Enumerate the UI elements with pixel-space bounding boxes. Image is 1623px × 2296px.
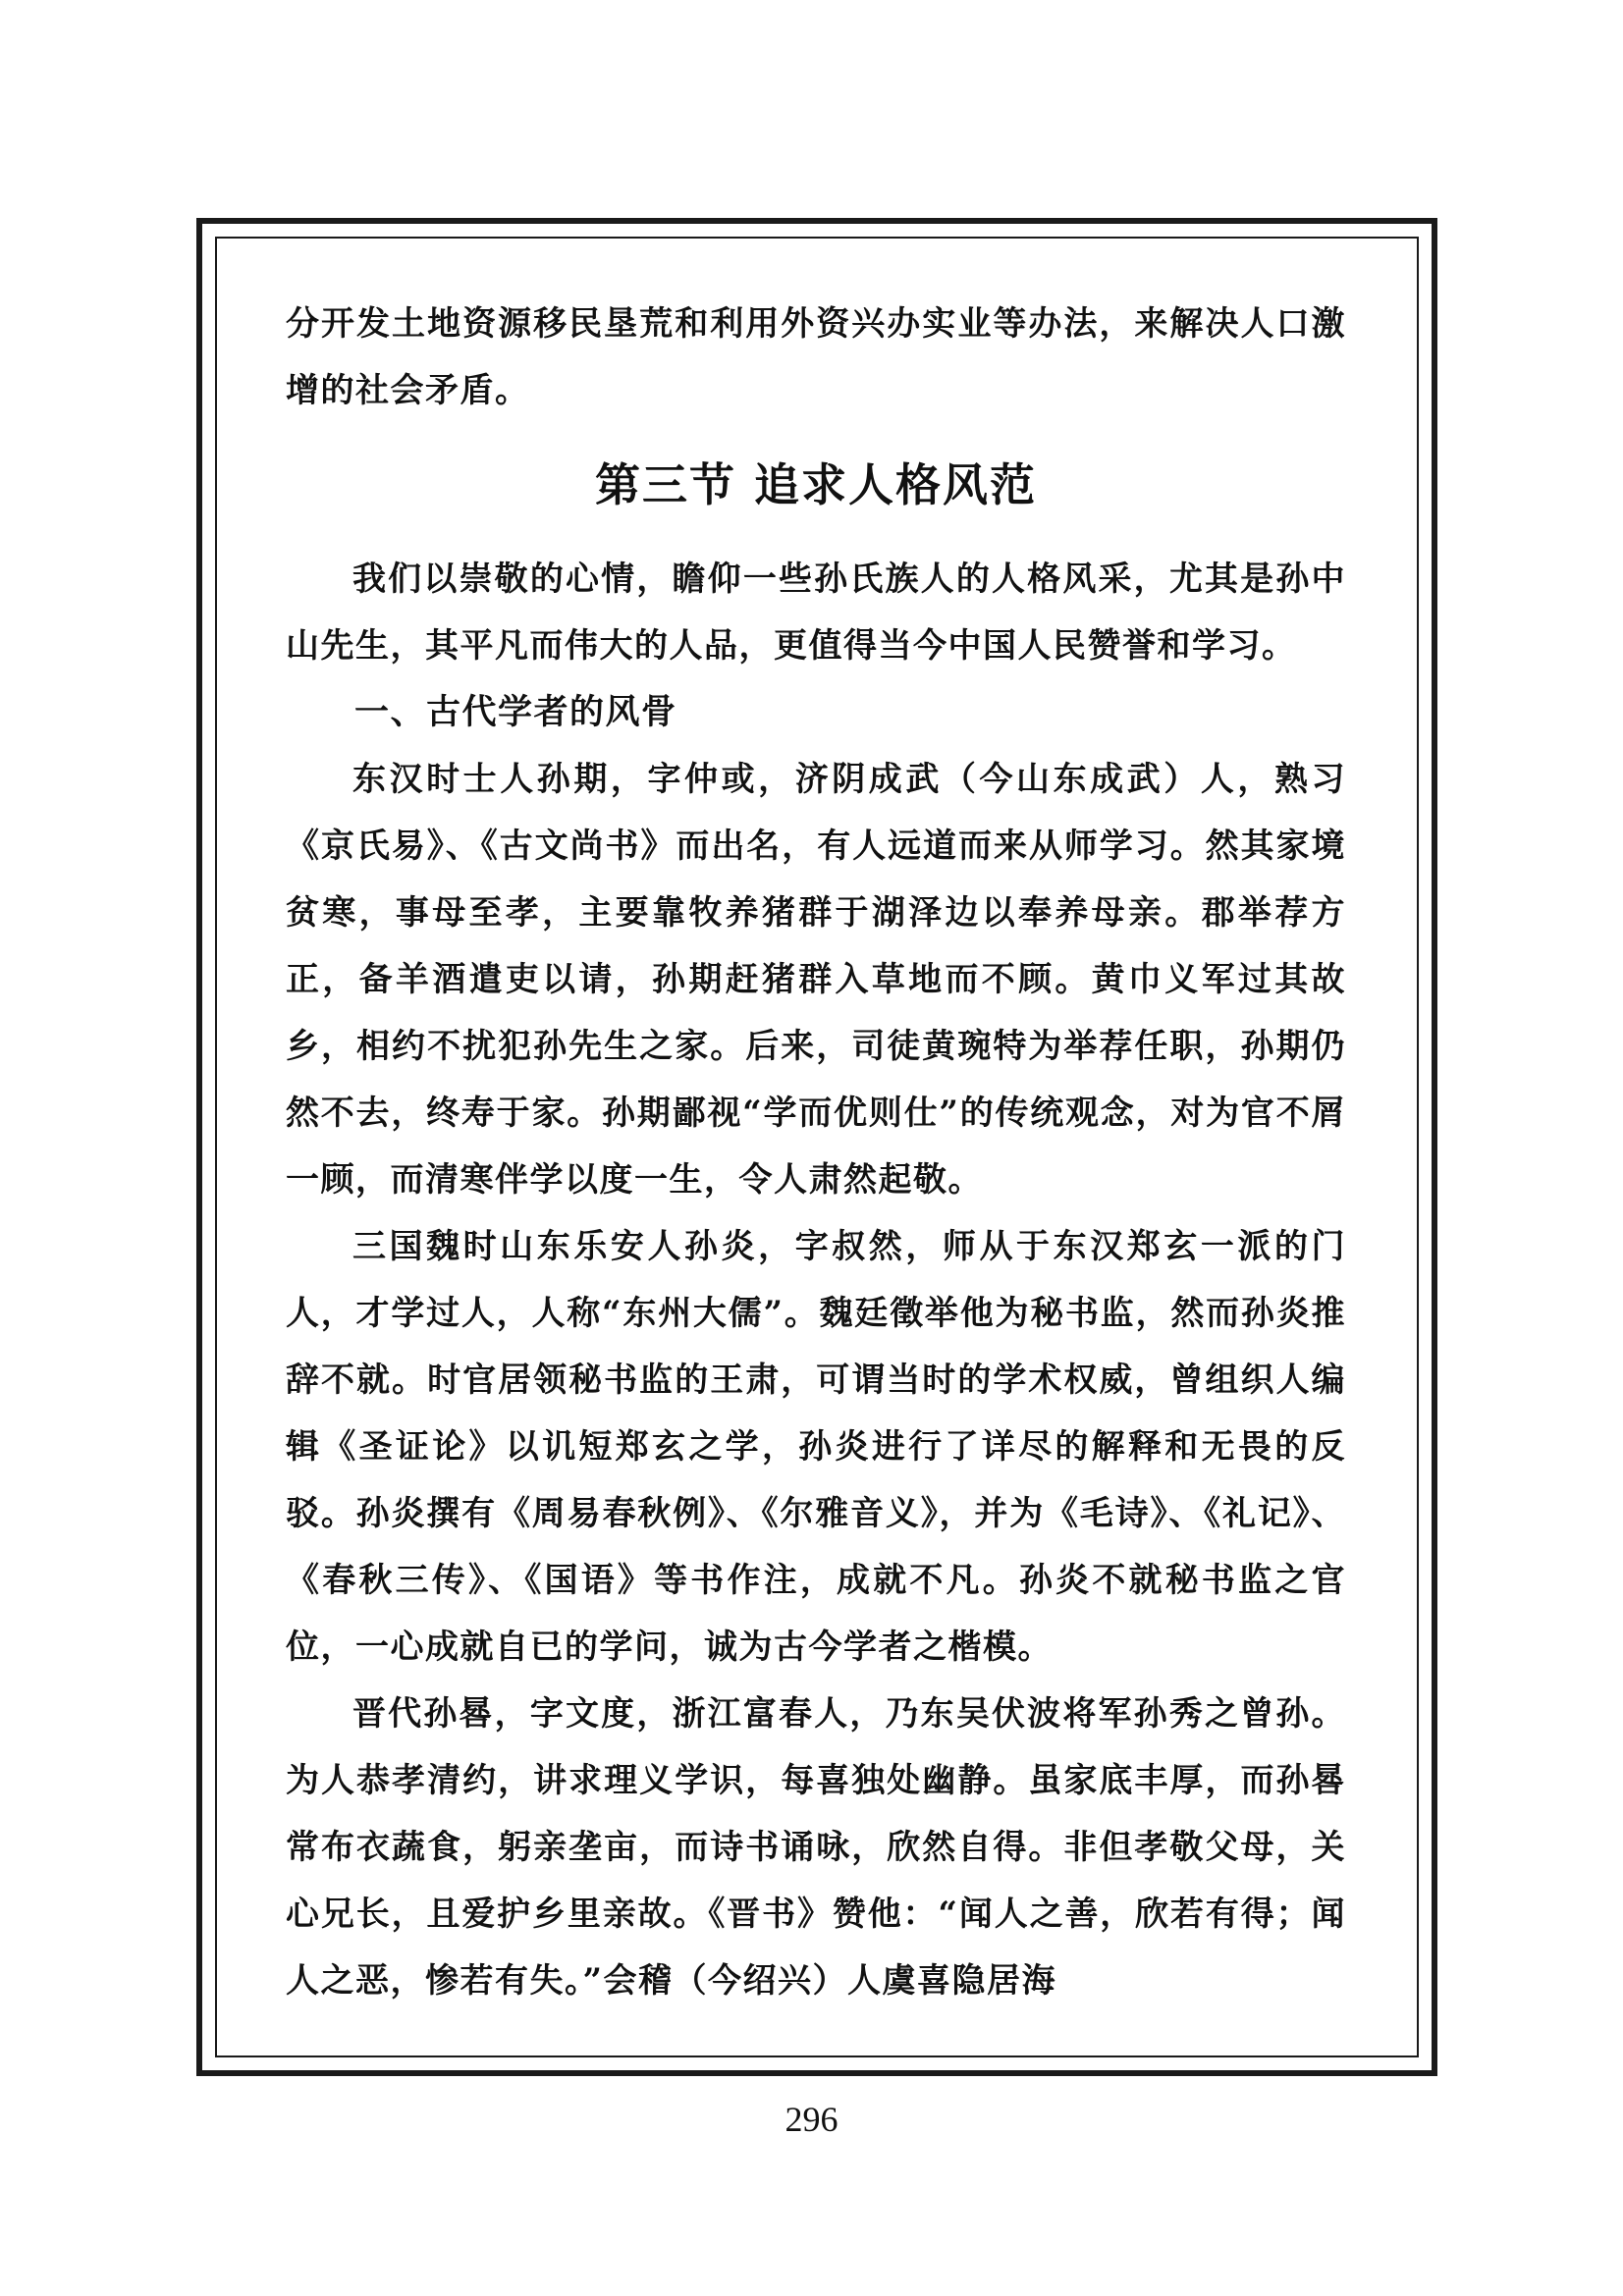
paragraph-sun-qi: 东汉时士人孙期，字仲或，济阴成武（今山东成武）人，熟习《京氏易》、《古文尚书》而出名，有人远道而来从师学习。然其家境贫寒，事母至孝，主要靠牧养猪群于湖泽边以奉养母亲。郡举荐方正，备羊酒遣吏以请，孙期赶猪群入草地而不顾。黄巾义军过其故乡，相约不扰犯孙先生之家。后来，司徒黄琬特为举荐任职，孙期仍然不去，终寿于家。孙期鄙视“学而优则仕”的传统观念，对为官不屑一顾，而清寒伴学以度一生，令人肃然起敬。 <box>286 760 1346 1200</box>
continuation-paragraph: 分开发土地资源移民垦荒和利用外资兴办实业等办法，来解决人口激增的社会矛盾。 <box>286 304 1346 410</box>
intro-paragraph: 我们以崇敬的心情，瞻仰一些孙氏族人的人格风采，尤其是孙中山先生，其平凡而伟大的人品，更值得当今中国人民赞誉和学习。 <box>286 560 1346 666</box>
page-number: 296 <box>784 2100 839 2139</box>
paragraph-sun-yan: 三国魏时山东乐安人孙炎，字叔然，师从于东汉郑玄一派的门人，才学过人，人称“东州大儒”。魏廷徵举他为秘书监，然而孙炎推辞不就。时官居领秘书监的王肃，可谓当时的学术权威，曾组织人编辑《圣证论》以讥短郑玄之学，孙炎进行了详尽的解释和无畏的反驳。孙炎撰有《周易春秋例》、《尔雅音义》，并为《毛诗》、《礼记》、《春秋三传》、《国语》等书作注，成就不凡。孙炎不就秘书监之官位，一心成就自已的学问，诚为古今学者之楷模。 <box>286 1227 1346 1667</box>
page-body <box>286 291 1346 2014</box>
section-title: 第三节 追求人格风范 <box>594 458 1037 511</box>
subsection-title: 一、古代学者的风骨 <box>354 692 677 732</box>
paragraph-sun-gui: 晋代孙晷，字文度，浙江富春人，乃东吴伏波将军孙秀之曾孙。为人恭孝清约，讲求理义学识，每喜独处幽静。虽家底丰厚，而孙晷常布衣蔬食，躬亲垄亩，而诗书诵咏，欣然自得。非但孝敬父母，关心兄长，且爱护乡里亲故。《晋书》赞他：“闻人之善，欣若有得；闻人之恶，惨若有失。”会稽（今绍兴）人虞喜隐居海 <box>286 1694 1346 2001</box>
